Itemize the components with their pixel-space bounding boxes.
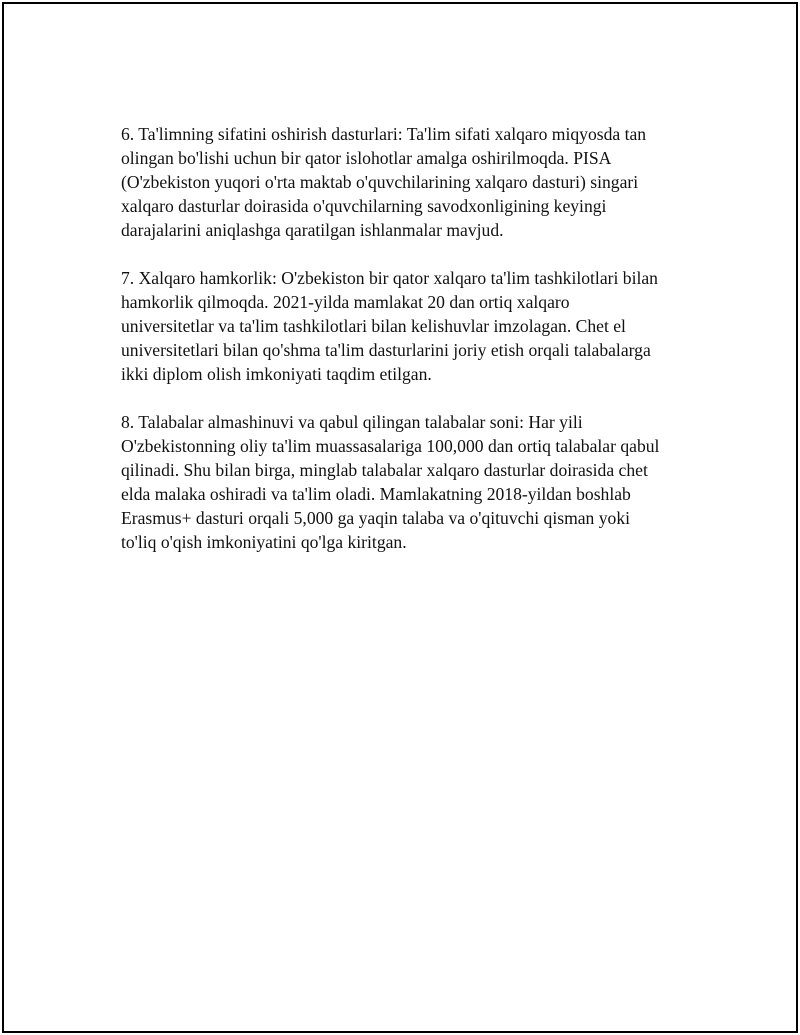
text-line: elda malaka oshiradi va ta'lim oladi. Mamlakatning 2018-yildan boshlab <box>121 484 631 504</box>
document-body <box>121 122 695 578</box>
paragraph-student-exchange <box>121 410 695 554</box>
text-line: to'liq o'qish imkoniyatini qo'lga kiritgan. <box>121 532 407 552</box>
text-line: qilinadi. Shu bilan birga, minglab talabalar xalqaro dasturlar doirasida chet <box>121 460 648 480</box>
text-line: ikki diplom olish imkoniyati taqdim etilgan. <box>121 364 432 384</box>
text-line: xalqaro dasturlar doirasida o'quvchilarning savodxonligining keyingi <box>121 196 607 216</box>
text-line: Erasmus+ dasturi orqali 5,000 ga yaqin talaba va o'qituvchi qisman yoki <box>121 508 631 528</box>
text-line: 7. Xalqaro hamkorlik: O'zbekiston bir qator xalqaro ta'lim tashkilotlari bilan <box>121 268 658 288</box>
text-line: universitetlar va ta'lim tashkilotlari bilan kelishuvlar imzolagan. Chet el <box>121 316 626 336</box>
paragraph-education-quality-programs <box>121 122 695 242</box>
text-line: darajalarini aniqlashga qaratilgan ishlanmalar mavjud. <box>121 220 504 240</box>
text-line: 6. Ta'limning sifatini oshirish dasturlari: Ta'lim sifati xalqaro miqyosda tan <box>121 124 647 144</box>
text-line: 8. Talabalar almashinuvi va qabul qilingan talabalar soni: Har yili <box>121 412 583 432</box>
text-line: olingan bo'lishi uchun bir qator islohotlar amalga oshirilmoqda. PISA <box>121 148 612 168</box>
text-line: O'zbekistonning oliy ta'lim muassasalariga 100,000 dan ortiq talabalar qabul <box>121 436 660 456</box>
text-line: hamkorlik qilmoqda. 2021-yilda mamlakat 20 dan ortiq xalqaro <box>121 292 570 312</box>
paragraph-international-cooperation <box>121 266 695 386</box>
document-page <box>2 2 798 1033</box>
text-line: (O'zbekiston yuqori o'rta maktab o'quvchilarining xalqaro dasturi) singari <box>121 172 639 192</box>
text-line: universitetlari bilan qo'shma ta'lim dasturlarini joriy etish orqali talabalarga <box>121 340 651 360</box>
